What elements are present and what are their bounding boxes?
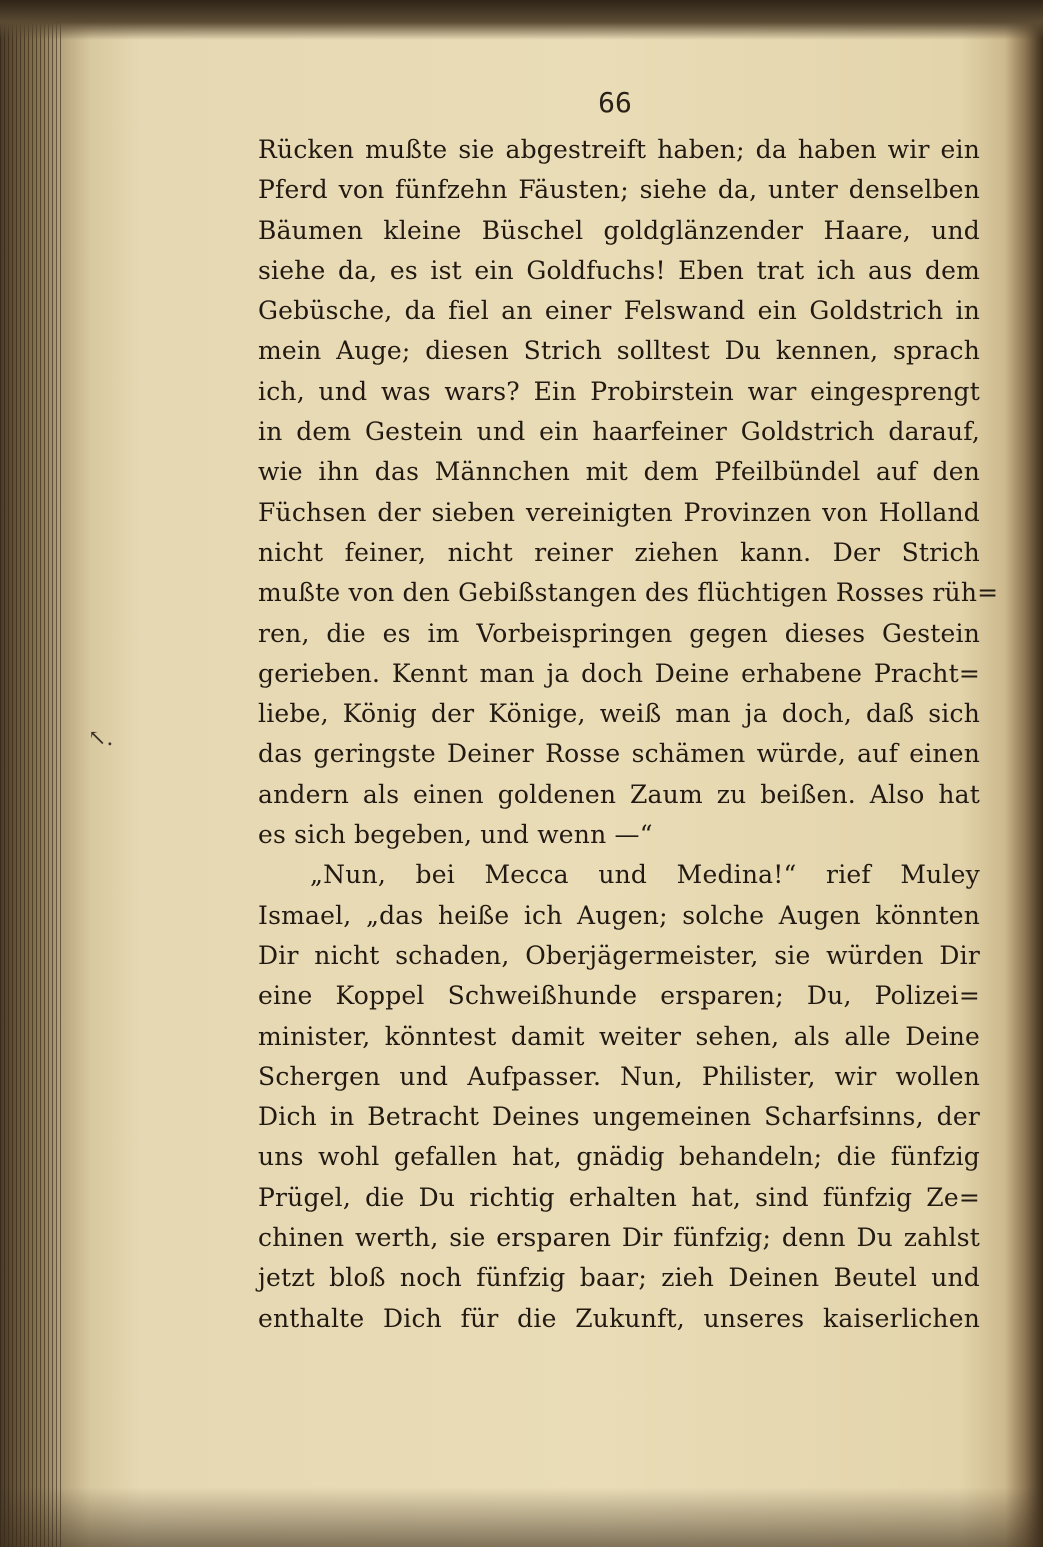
text-line: Prügel, die Du richtig erhalten hat, sind fünfzig Ze= [258,1182,980,1212]
text-line: minister, könntest damit weiter sehen, als alle Deine [258,1021,980,1051]
page-number: 66 [598,86,632,119]
bottom-shadow [0,1487,1043,1547]
text-line: mein Auge; diesen Strich solltest Du kennen, sprach [258,336,980,366]
page-edge-stack [0,0,64,1547]
text-line: wie ihn das Männchen mit dem Pfeilbündel auf den [258,457,980,487]
text-line: gerieben. Kennt man ja doch Deine erhabene Pracht= [258,658,980,688]
text-line: „Nun, bei Mecca und Medina!“ rief Muley [310,860,980,890]
text-line: nicht feiner, nicht reiner ziehen kann. Der Strich [258,537,980,567]
text-line: jetzt bloß noch fünfzig baar; zieh Deinen Beutel und [258,1263,980,1293]
text-line: Dir nicht schaden, Oberjägermeister, sie würden Dir [258,940,980,970]
text-line: eine Koppel Schweißhunde ersparen; Du, Polizei= [258,981,980,1011]
text-line: enthalte Dich für die Zukunft, unseres kaiserlichen [258,1303,980,1333]
text-line: das geringste Deiner Rosse schämen würde, auf einen [258,739,980,769]
top-binding-edge [0,0,1043,40]
text-line: chinen werth, sie ersparen Dir fünfzig; denn Du zahlst [258,1223,980,1253]
text-line: Rücken mußte sie abgestreift haben; da haben wir ein [258,135,980,164]
text-line: Schergen und Aufpasser. Nun, Philister, wir wollen [258,1061,980,1091]
text-line: mußte von den Gebißstangen des flüchtigen Rosses rüh= [258,578,999,608]
text-line: es sich begeben, und wenn —“ [258,820,653,850]
text-line: Bäumen kleine Büschel goldglänzender Haare, und [258,215,980,245]
text-line: ich, und was wars? Ein Probirstein war eingesprengt [258,376,980,406]
text-line: Gebüsche, da fiel an einer Felswand ein Goldstrich in [258,296,980,326]
text-line: Füchsen der sieben vereinigten Provinzen von Holland [258,497,980,527]
text-line: siehe da, es ist ein Goldfuchs! Eben trat ich aus dem [258,255,980,285]
text-line: Pferd von fünfzehn Fäusten; siehe da, unter denselben [258,175,980,205]
text-line: andern als einen goldenen Zaum zu beißen. Also hat [258,779,980,809]
text-line: ren, die es im Vorbeispringen gegen dieses Gestein [258,618,980,648]
text-line: uns wohl gefallen hat, gnädig behandeln; die fünfzig [258,1142,980,1172]
text-line: in dem Gestein und ein haarfeiner Goldstrich darauf, [258,417,980,447]
body-text [258,130,999,1339]
text-line: Dich in Betracht Deines ungemeinen Scharfsinns, der [258,1102,980,1132]
text-line: Ismael, „das heiße ich Augen; solche Augen könnten [258,900,980,930]
text-line: liebe, König der Könige, weiß man ja doch, daß sich [258,699,980,729]
margin-mark: ↖. [88,726,114,751]
